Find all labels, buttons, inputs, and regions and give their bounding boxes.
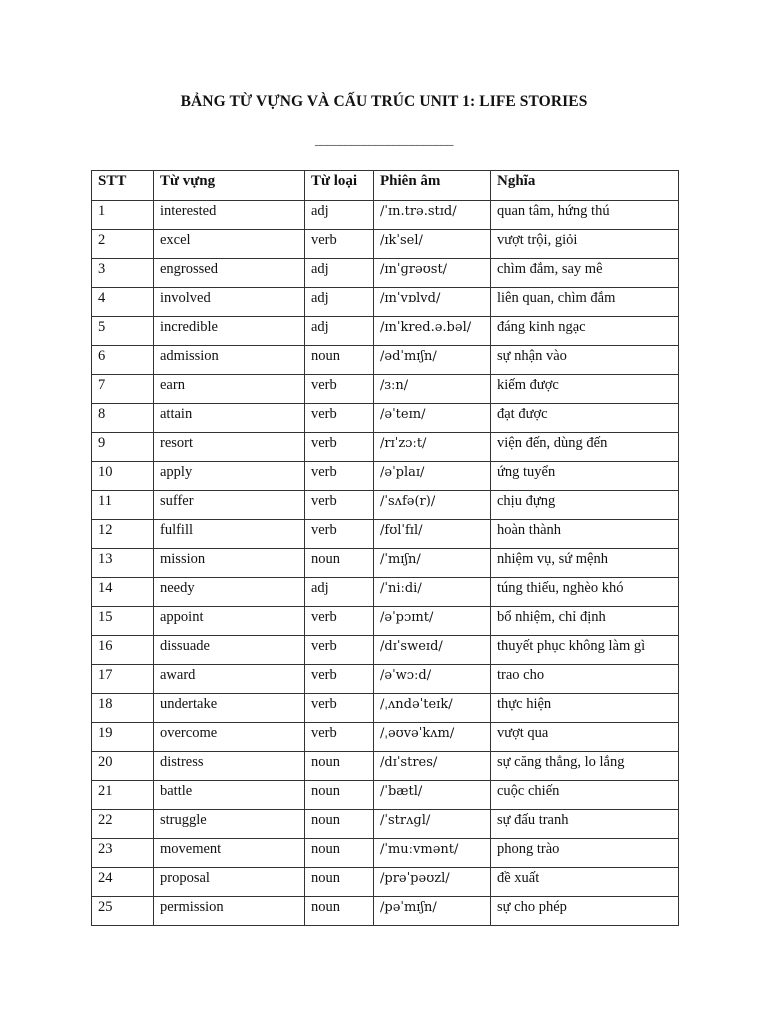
cell-meaning: chịu đựng (491, 491, 679, 520)
cell-word-type: noun (305, 810, 374, 839)
cell-word: needy (154, 578, 305, 607)
cell-word: permission (154, 897, 305, 926)
cell-meaning: sự căng thẳng, lo lắng (491, 752, 679, 781)
table-row (92, 462, 679, 491)
document-title: BẢNG TỪ VỰNG VÀ CẤU TRÚC UNIT 1: LIFE STORIES (180, 93, 588, 110)
cell-word-type: noun (305, 781, 374, 810)
cell-word: distress (154, 752, 305, 781)
cell-stt: 16 (92, 636, 154, 665)
cell-word: movement (154, 839, 305, 868)
cell-word: appoint (154, 607, 305, 636)
header-word-type: Từ loại (305, 171, 374, 201)
cell-word-type: adj (305, 259, 374, 288)
cell-word: involved (154, 288, 305, 317)
cell-meaning: sự nhận vào (491, 346, 679, 375)
cell-stt: 15 (92, 607, 154, 636)
cell-word-type: verb (305, 230, 374, 259)
cell-meaning: túng thiếu, nghèo khó (491, 578, 679, 607)
table-row (92, 375, 679, 404)
cell-meaning: viện đến, dùng đến (491, 433, 679, 462)
cell-meaning: đáng kinh ngạc (491, 317, 679, 346)
cell-stt: 8 (92, 404, 154, 433)
cell-pronunciation: /ˈsʌfə(r)/ (374, 491, 491, 520)
cell-word-type: verb (305, 665, 374, 694)
cell-pronunciation: /ɪnˈɡrəʊst/ (374, 259, 491, 288)
table-row (92, 346, 679, 375)
cell-word-type: noun (305, 752, 374, 781)
cell-pronunciation: /ədˈmɪʃn/ (374, 346, 491, 375)
cell-meaning: bổ nhiệm, chỉ định (491, 607, 679, 636)
cell-stt: 23 (92, 839, 154, 868)
table-row (92, 433, 679, 462)
cell-pronunciation: /ˈɪn.trə.stɪd/ (374, 201, 491, 230)
cell-word: overcome (154, 723, 305, 752)
cell-word: undertake (154, 694, 305, 723)
cell-word-type: verb (305, 375, 374, 404)
cell-stt: 24 (92, 868, 154, 897)
cell-pronunciation: /ˈniːdi/ (374, 578, 491, 607)
cell-pronunciation: /ˈstrʌɡl/ (374, 810, 491, 839)
cell-meaning: vượt qua (491, 723, 679, 752)
cell-stt: 13 (92, 549, 154, 578)
cell-pronunciation: /ɪnˈkred.ə.bəl/ (374, 317, 491, 346)
cell-word-type: verb (305, 520, 374, 549)
table-row (92, 636, 679, 665)
cell-word-type: verb (305, 433, 374, 462)
cell-word: proposal (154, 868, 305, 897)
cell-stt: 22 (92, 810, 154, 839)
cell-meaning: cuộc chiến (491, 781, 679, 810)
cell-meaning: ứng tuyển (491, 462, 679, 491)
cell-meaning: sự cho phép (491, 897, 679, 926)
cell-word-type: noun (305, 549, 374, 578)
cell-stt: 5 (92, 317, 154, 346)
table-row (92, 520, 679, 549)
cell-meaning: trao cho (491, 665, 679, 694)
cell-pronunciation: /ˈbætl/ (374, 781, 491, 810)
table-row (92, 665, 679, 694)
cell-pronunciation: /ˌʌndəˈteɪk/ (374, 694, 491, 723)
cell-stt: 7 (92, 375, 154, 404)
table-row (92, 259, 679, 288)
cell-word: interested (154, 201, 305, 230)
cell-meaning: đề xuất (491, 868, 679, 897)
table-row (92, 694, 679, 723)
table-row (92, 288, 679, 317)
cell-word-type: noun (305, 897, 374, 926)
title-divider-line: _______________________ (315, 132, 453, 147)
cell-pronunciation: /əˈwɔːd/ (374, 665, 491, 694)
cell-stt: 9 (92, 433, 154, 462)
cell-stt: 11 (92, 491, 154, 520)
table-row (92, 810, 679, 839)
cell-meaning: nhiệm vụ, sứ mệnh (491, 549, 679, 578)
cell-word: struggle (154, 810, 305, 839)
cell-word-type: verb (305, 694, 374, 723)
table-row (92, 781, 679, 810)
cell-stt: 21 (92, 781, 154, 810)
cell-word: attain (154, 404, 305, 433)
cell-pronunciation: /ˌəʊvəˈkʌm/ (374, 723, 491, 752)
cell-word: engrossed (154, 259, 305, 288)
cell-meaning: hoàn thành (491, 520, 679, 549)
cell-word-type: verb (305, 723, 374, 752)
cell-pronunciation: /prəˈpəʊzl/ (374, 868, 491, 897)
cell-word: incredible (154, 317, 305, 346)
vocabulary-table (91, 170, 679, 926)
cell-meaning: phong trào (491, 839, 679, 868)
cell-stt: 17 (92, 665, 154, 694)
cell-stt: 14 (92, 578, 154, 607)
table-row (92, 549, 679, 578)
table-row (92, 723, 679, 752)
cell-word-type: noun (305, 868, 374, 897)
cell-stt: 20 (92, 752, 154, 781)
cell-word-type: adj (305, 317, 374, 346)
cell-meaning: đạt được (491, 404, 679, 433)
header-stt: STT (92, 171, 154, 201)
cell-pronunciation: /pəˈmɪʃn/ (374, 897, 491, 926)
cell-stt: 1 (92, 201, 154, 230)
cell-word: fulfill (154, 520, 305, 549)
cell-meaning: sự đấu tranh (491, 810, 679, 839)
table-row (92, 578, 679, 607)
table-row (92, 491, 679, 520)
cell-pronunciation: /dɪˈstres/ (374, 752, 491, 781)
cell-stt: 10 (92, 462, 154, 491)
cell-word: suffer (154, 491, 305, 520)
table-body (92, 201, 679, 926)
cell-stt: 3 (92, 259, 154, 288)
cell-meaning: thực hiện (491, 694, 679, 723)
table-row (92, 317, 679, 346)
cell-meaning: quan tâm, hứng thú (491, 201, 679, 230)
table-row (92, 868, 679, 897)
header-word: Từ vựng (154, 171, 305, 201)
cell-pronunciation: /ˈmɪʃn/ (374, 549, 491, 578)
table-row (92, 230, 679, 259)
cell-pronunciation: /əˈteɪn/ (374, 404, 491, 433)
cell-stt: 25 (92, 897, 154, 926)
table-row (92, 839, 679, 868)
cell-pronunciation: /əˈpɔɪnt/ (374, 607, 491, 636)
cell-word-type: verb (305, 491, 374, 520)
table-row (92, 752, 679, 781)
cell-word: admission (154, 346, 305, 375)
cell-word-type: adj (305, 201, 374, 230)
header-meaning: Nghĩa (491, 171, 679, 201)
cell-meaning: liên quan, chìm đắm (491, 288, 679, 317)
cell-pronunciation: /ɪnˈvɒlvd/ (374, 288, 491, 317)
cell-meaning: vượt trội, giỏi (491, 230, 679, 259)
cell-word-type: adj (305, 578, 374, 607)
header-pronunciation: Phiên âm (374, 171, 491, 201)
cell-pronunciation: /dɪˈsweɪd/ (374, 636, 491, 665)
cell-word-type: verb (305, 636, 374, 665)
cell-word: earn (154, 375, 305, 404)
cell-word: award (154, 665, 305, 694)
cell-meaning: chìm đắm, say mê (491, 259, 679, 288)
cell-word: mission (154, 549, 305, 578)
cell-pronunciation: /rɪˈzɔːt/ (374, 433, 491, 462)
cell-word: battle (154, 781, 305, 810)
cell-word: dissuade (154, 636, 305, 665)
table-row (92, 607, 679, 636)
cell-pronunciation: /ɪkˈsel/ (374, 230, 491, 259)
cell-pronunciation: /ɜːn/ (374, 375, 491, 404)
cell-pronunciation: /fʊlˈfɪl/ (374, 520, 491, 549)
cell-word-type: adj (305, 288, 374, 317)
table-row (92, 201, 679, 230)
cell-stt: 18 (92, 694, 154, 723)
cell-stt: 12 (92, 520, 154, 549)
cell-stt: 2 (92, 230, 154, 259)
cell-stt: 4 (92, 288, 154, 317)
cell-word: resort (154, 433, 305, 462)
table-row (92, 897, 679, 926)
cell-word: apply (154, 462, 305, 491)
cell-pronunciation: /əˈplaɪ/ (374, 462, 491, 491)
cell-meaning: kiếm được (491, 375, 679, 404)
cell-word-type: noun (305, 839, 374, 868)
cell-word-type: verb (305, 404, 374, 433)
cell-meaning: thuyết phục không làm gì (491, 636, 679, 665)
cell-word-type: noun (305, 346, 374, 375)
cell-stt: 6 (92, 346, 154, 375)
cell-word: excel (154, 230, 305, 259)
cell-stt: 19 (92, 723, 154, 752)
cell-word-type: verb (305, 462, 374, 491)
cell-pronunciation: /ˈmuːvmənt/ (374, 839, 491, 868)
table-row (92, 404, 679, 433)
cell-word-type: verb (305, 607, 374, 636)
table-header-row (92, 171, 679, 201)
